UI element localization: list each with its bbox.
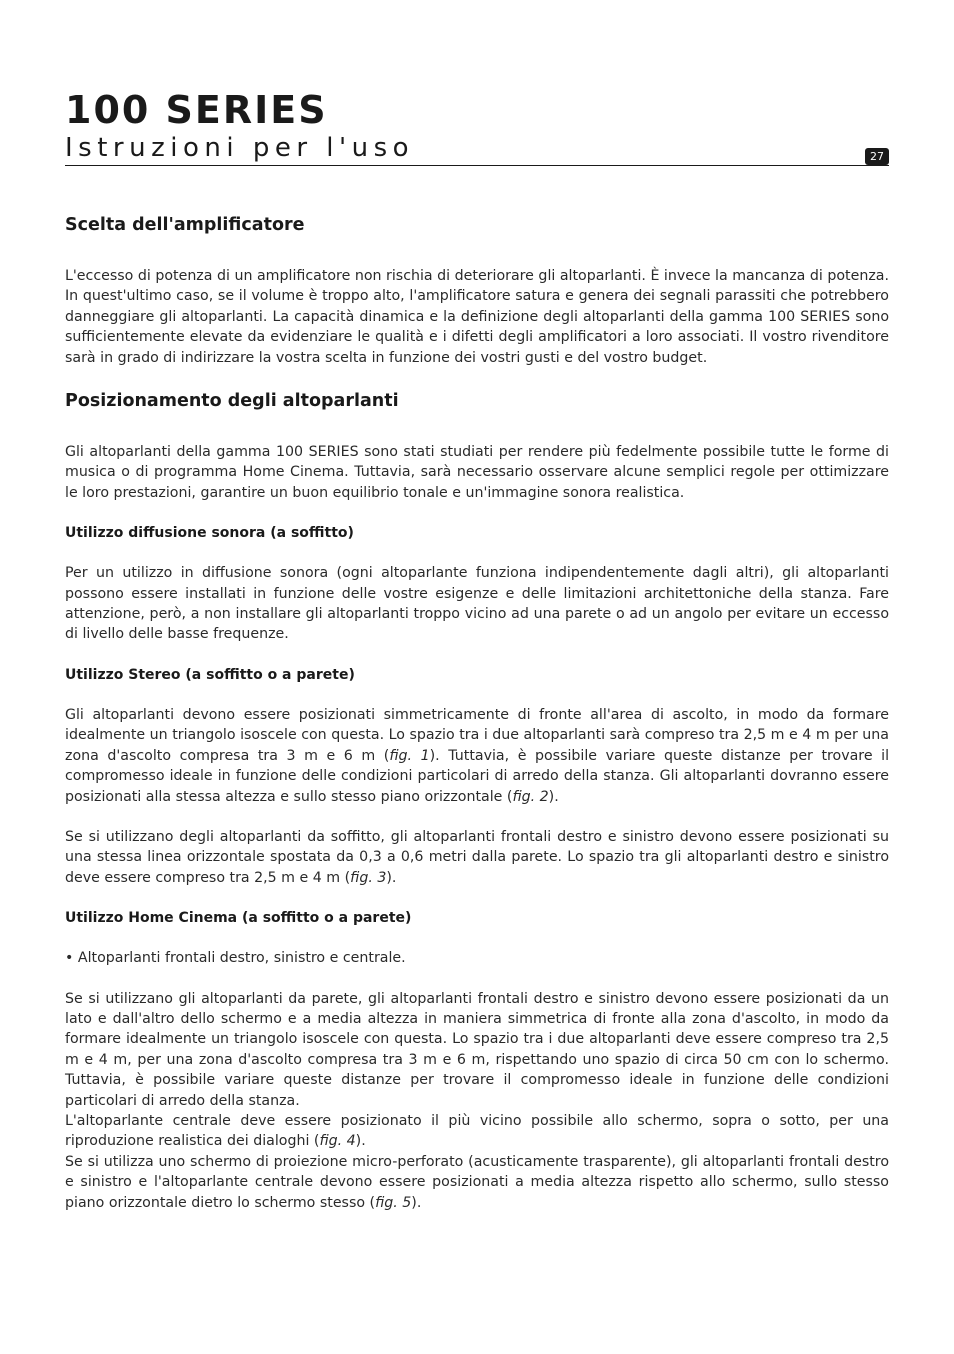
heading-diffusion: Utilizzo diffusione sonora (a soffitto)	[65, 525, 354, 542]
heading-amplifier: Scelta dell'amplificatore	[65, 215, 305, 235]
heading-positioning: Posizionamento degli altoparlanti	[65, 391, 399, 412]
text-run: ). Tuttavia, è possibile variare queste distanze per trovare il compromesso ideale in funzione delle condizioni particolari di arredo della stanza. Gli altoparlanti dovranno essere posizionati alla stessa altezza e sullo stesso piano orizzontale (	[65, 747, 890, 805]
paragraph-amplifier: L'eccesso di potenza di un amplificatore non rischia di deteriorare gli altoparlanti. È invece la mancanza di potenza. In quest'ultimo caso, se il volume è troppo alto, l'amplificatore satura e genera dei segnali parassiti che potrebbero danneggiare gli altoparlanti. La capacità dinamica e la definizione degli altoparlanti della gamma 100 SERIES sono sufficientemente elevate da evidenziare le qualità e i difetti degli amplificatori a loro associati. Il vostro rivenditore sarà in grado di indirizzare la vostra scelta in funzione dei vostri gusti e del vostro budget.	[65, 268, 889, 366]
heading-home-cinema: Utilizzo Home Cinema (a soffitto o a parete)	[65, 910, 412, 927]
text-run: ).	[386, 869, 397, 886]
text-run: Se si utilizzano degli altoparlanti da soffitto, gli altoparlanti frontali destro e sinistro devono essere posizionati su una stessa linea orizzontale spostata da 0,3 a 0,6 metri dalla parete. Lo spazio tra gli altoparlanti destro e sinistro deve essere compreso tra 2,5 m e 4 m (	[65, 828, 889, 886]
text-run: Se si utilizza uno schermo di proiezione micro-perforato (acusticamente trasparente), gli altoparlanti frontali destro e sinistro e l'altoparlante centrale devono essere posizionati a media altezza rispetto allo schermo, sullo stesso piano orizzontale dietro lo schermo stesso (	[65, 1153, 889, 1211]
paragraph-diffusion: Per un utilizzo in diffusione sonora (ogni altoparlante funziona indipendentemente dagli altri), gli altoparlanti possono essere installati in funzione delle vostre esigenze e delle limitazioni architettoniche della stanza. Fare attenzione, però, a non installare gli altoparlanti troppo vicino ad una parete o ad un angolo per evitare un eccesso di livello delle basse frequenze.	[65, 565, 889, 643]
paragraph-positioning: Gli altoparlanti della gamma 100 SERIES sono stati studiati per rendere più fedelmente possibile tutte le forme di musica o di programma Home Cinema. Tuttavia, sarà necessario osservare alcune semplici regole per ottimizzare le loro prestazioni, garantire un buon equilibrio tonale e un'immagine sonora realistica.	[65, 444, 889, 501]
text-run: ).	[548, 788, 559, 805]
fig-reference: fig. 3	[350, 869, 387, 886]
text-run: L'altoparlante centrale deve essere posizionato il più vicino possibile allo schermo, sopra o sotto, per una riproduzione realistica dei dialoghi (	[65, 1112, 889, 1150]
bullet-front-speakers: • Altoparlanti frontali destro, sinistro e centrale.	[65, 950, 406, 967]
fig-reference: fig. 2	[512, 788, 549, 805]
text-run: Gli altoparlanti devono essere posizionati simmetricamente di fronte all'area di ascolto, in modo da formare idealmente un triangolo isoscele con questa. Lo spazio tra i due altoparlanti sarà compreso tra 2,5 m e 4 m per una zona d'ascolto compresa tra 3 m e 6 m (	[65, 706, 889, 764]
paragraph-cinema-3	[65, 1152, 889, 1213]
document-body	[65, 212, 889, 1213]
page-number-badge: 27	[865, 148, 889, 165]
fig-reference: fig. 4	[319, 1133, 356, 1150]
header-rule	[65, 165, 889, 166]
page-title: 100 SERIES	[65, 88, 328, 132]
text-run: ).	[411, 1194, 422, 1211]
paragraph-stereo-1	[65, 705, 889, 807]
paragraph-cinema-2	[65, 1111, 889, 1152]
paragraph-cinema-1: Se si utilizzano gli altoparlanti da parete, gli altoparlanti frontali destro e sinistro devono essere posizionati da un lato e dall'altro dello schermo e a media altezza in maniera simmetrica di fronte alla zona d'ascolto, in modo da formare idealmente un triangolo isoscele con questa. Lo spazio tra i due altoparlanti deve essere compreso tra 2,5 m e 4 m, per una zona d'ascolto compresa tra 3 m e 6 m, rispettando uno spazio di circa 50 cm con lo schermo. Tuttavia, è possibile variare queste distanze per trovare il compromesso ideale in funzione delle condizioni particolari di arredo della stanza.	[65, 990, 889, 1109]
page-subtitle: Istruzioni per l'uso	[65, 133, 415, 163]
fig-reference: fig. 5	[375, 1194, 412, 1211]
paragraph-stereo-2	[65, 827, 889, 888]
heading-stereo: Utilizzo Stereo (a soffitto o a parete)	[65, 666, 355, 683]
text-run: ).	[355, 1133, 366, 1150]
fig-reference: fig. 1	[389, 747, 430, 764]
